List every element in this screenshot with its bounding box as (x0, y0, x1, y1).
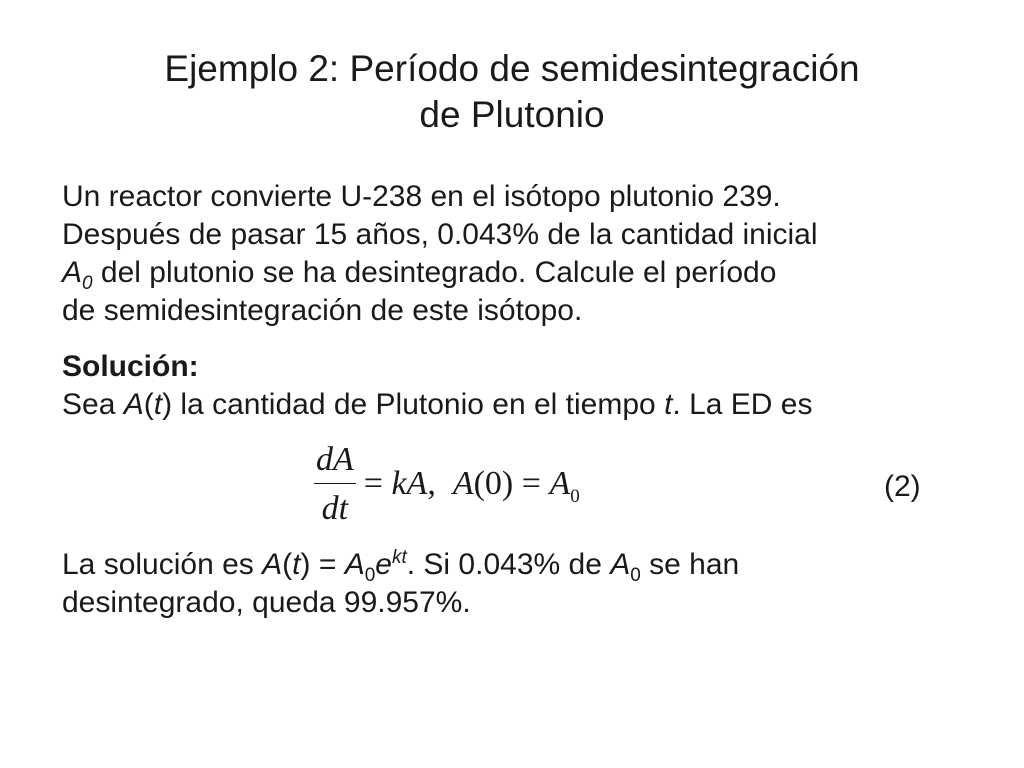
differential-equation (314, 436, 580, 532)
fraction-bar (314, 483, 356, 484)
text: Sea (62, 388, 124, 421)
term-ka: kA (391, 465, 428, 502)
result-line-1 (62, 546, 962, 584)
problem-line-3 (62, 254, 962, 292)
equation-rhs (363, 465, 580, 507)
problem-line-1: Un reactor convierte U-238 en el isótopo plutonio 239. (62, 180, 781, 213)
text: . La ED es (672, 388, 813, 421)
var-t: t (292, 548, 301, 581)
paren: ( (143, 388, 154, 421)
var-a: A (62, 256, 83, 289)
var-t: t (664, 388, 673, 421)
problem-line-3-text: del plutonio se ha desintegrado. Calcule el período (92, 256, 777, 289)
title-line-1: Ejemplo 2: Período de semidesintegración (164, 48, 860, 89)
var-a: A (452, 465, 474, 502)
text: ) la cantidad de Plutonio en el tiempo (162, 388, 665, 421)
problem-statement (62, 178, 962, 330)
var-e: e (375, 548, 392, 581)
result-line-2: desintegrado, queda 99.957%. (62, 586, 471, 619)
paren: ( (282, 548, 293, 581)
derivative-fraction (314, 440, 356, 529)
slide-body (62, 178, 962, 622)
title-line-2: de Plutonio (419, 94, 605, 135)
equals: = (363, 465, 392, 502)
equation-row (62, 432, 962, 538)
text: La solución es (62, 548, 263, 581)
var-a: A (610, 548, 631, 581)
fraction-denominator: dt (321, 489, 349, 527)
initial-condition: (0) = (473, 465, 550, 502)
fraction-numerator: dA (316, 440, 354, 478)
var-a-subscript: 0 (570, 485, 580, 507)
problem-line-4: de semidesintegración de este isótopo. (62, 294, 583, 327)
problem-line-2: Después de pasar 15 años, 0.043% de la cantidad inicial (62, 218, 818, 251)
text: . Si 0.043% de (406, 548, 611, 581)
var-a: A (262, 548, 283, 581)
result-block (62, 546, 962, 622)
var-a-subscript: 0 (82, 273, 93, 294)
comma: , (427, 465, 453, 502)
var-a-subscript: 0 (364, 565, 376, 586)
text: se han (640, 548, 740, 581)
solution-intro (62, 386, 962, 424)
var-a: A (549, 465, 571, 502)
equation-number: (2) (884, 470, 921, 503)
exponent: kt (391, 547, 407, 568)
var-a: A (344, 548, 365, 581)
slide-title (0, 46, 1024, 138)
solution-block (62, 348, 962, 424)
var-a: A (123, 388, 144, 421)
solution-heading: Solución: (62, 350, 199, 383)
text: ) = (300, 548, 345, 581)
var-a-subscript: 0 (630, 565, 641, 586)
var-t: t (153, 388, 163, 421)
